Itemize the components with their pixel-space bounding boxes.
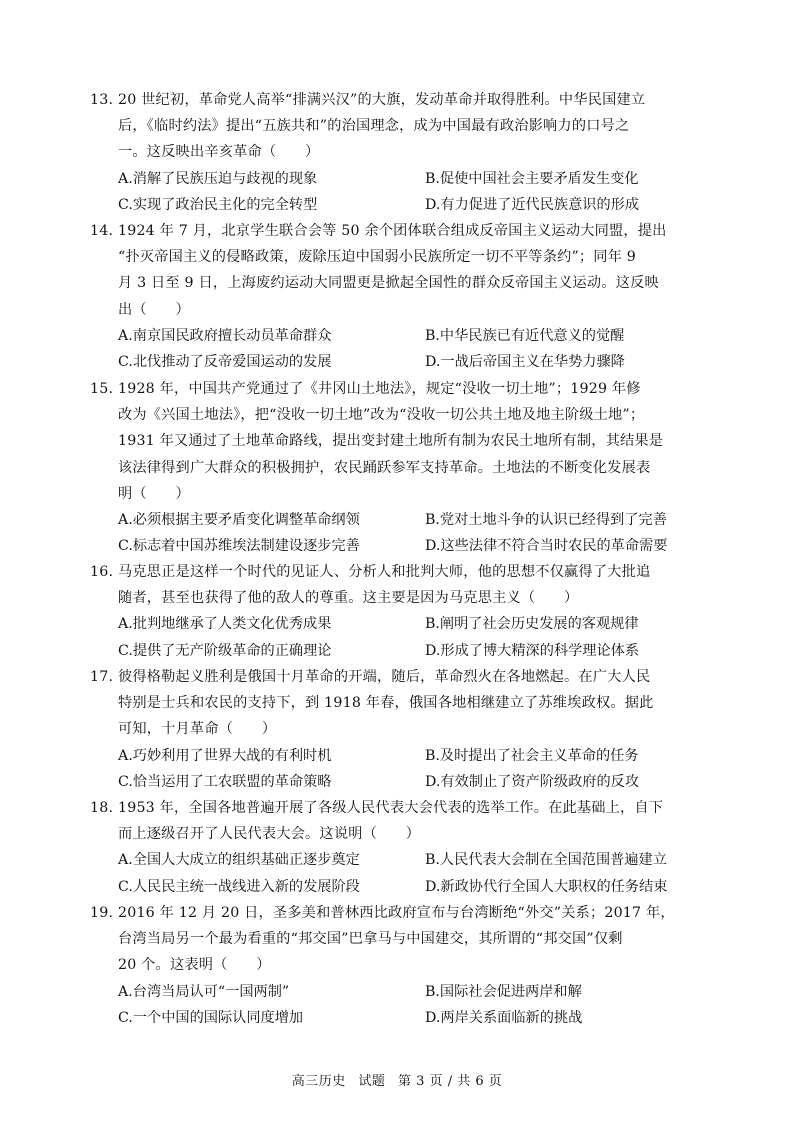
option-b: B.及时提出了社会主义革命的任务 <box>425 747 639 764</box>
option-c: C.提供了无产阶级革命的正确理论 <box>118 642 332 659</box>
option-d: D.有效制止了资产阶级政府的反攻 <box>425 773 640 790</box>
option-b: B.促使中国社会主要矛盾发生变化 <box>425 170 639 187</box>
option-c: C.人民民主统一战线进入新的发展阶段 <box>118 878 360 895</box>
question-stem-line: 1931 年又通过了土地革命路线，提出变封建土地所有制为农民土地所有制，其结果是 <box>118 433 664 450</box>
question-number: 14. <box>90 223 114 239</box>
question-stem-line: 后，《临时约法》提出“五族共和”的治国理念，成为中国最有政治影响力的口号之 <box>118 118 630 135</box>
question-18 <box>90 795 710 900</box>
question-stem-line: 15. 1928 年，中国共产党通过了《井冈山土地法》，规定“没收一切土地”；1929 年修 <box>90 376 710 402</box>
option-b: B.人民代表大会制在全国范围普遍建立 <box>425 852 667 869</box>
question-stem-line: 月 3 日至 9 日，上海废约运动大同盟更是掀起全国性的群众反帝国主义运动。这反映 <box>118 275 659 292</box>
question-stem-line: 明（ ） <box>118 485 190 502</box>
option-c: C.实现了政治民主化的完全转型 <box>118 196 318 213</box>
question-stem-line: 18. 1953 年，全国各地普遍开展了各级人民代表大会代表的选举工作。在此基础上，自下 <box>90 795 710 821</box>
question-number: 19. <box>90 905 114 921</box>
option-a: A.南京国民政府擅长动员革命群众 <box>118 327 332 344</box>
question-stem-line: 17. 彼得格勒起义胜利是俄国十月革命的开端，随后，革命烈火在各地燃起。在广大人民 <box>90 664 710 690</box>
question-stem-line: 而上逐级召开了人民代表大会。这说明（ ） <box>118 826 421 843</box>
question-stem-line: 该法律得到广大群众的积极拥护，农民踊跃参军支持革命。土地法的不断变化发展表 <box>118 459 651 476</box>
question-number: 18. <box>90 800 114 816</box>
option-b: B.阐明了社会历史发展的客观规律 <box>425 616 639 633</box>
option-a: A.消解了民族压迫与歧视的现象 <box>118 170 318 187</box>
option-a: A.巧妙利用了世界大战的有利时机 <box>118 747 332 764</box>
options <box>118 847 710 899</box>
question-19 <box>90 900 710 1031</box>
question-stem-line: 特别是士兵和农民的支持下，到 1918 年春，俄国各地相继建立了苏维埃政权。据此 <box>118 695 654 712</box>
question-number: 16. <box>90 564 114 580</box>
footer-page-number: 第 3 页 / 共 6 页 <box>398 1074 503 1089</box>
options <box>118 611 710 663</box>
question-13 <box>90 87 710 218</box>
question-17 <box>90 664 710 795</box>
option-a: A.必须根据主要矛盾变化调整革命纲领 <box>118 511 360 528</box>
option-d: D.形成了博大精深的科学理论体系 <box>425 642 640 659</box>
option-a: A.台湾当局认可“一国两制” <box>118 983 290 1000</box>
option-b: B.党对土地斗争的认识已经得到了完善 <box>425 511 667 528</box>
question-stem-line: 20 个。这表明（ ） <box>118 957 271 974</box>
question-stem-line: 可知，十月革命（ ） <box>118 721 277 738</box>
footer-exam: 试题 <box>358 1074 386 1089</box>
question-stem-line: 19. 2016 年 12 月 20 日，圣多美和普林西比政府宣布与台湾断绝“外交”关系；2017 年， <box>90 900 710 926</box>
question-number: 15. <box>90 381 114 397</box>
option-a: A.批判地继承了人类文化优秀成果 <box>118 616 332 633</box>
question-stem-line: 随者，甚至也获得了他的敌人的尊重。这主要是因为马克思主义（ ） <box>118 590 579 607</box>
question-stem-line: 16. 马克思正是这样一个时代的见证人、分析人和批判大师，他的思想不仅赢得了大批追 <box>90 559 710 585</box>
footer-subject: 高三历史 <box>291 1074 346 1089</box>
question-stem-line: 14. 1924 年 7 月，北京学生联合会等 50 余个团体联合组成反帝国主义运动大同盟，提出 <box>90 218 710 244</box>
options <box>118 166 710 218</box>
page-footer <box>0 1070 794 1089</box>
option-a: A.全国人大成立的组织基础正逐步奠定 <box>118 852 360 869</box>
option-b: B.国际社会促进两岸和解 <box>425 983 582 1000</box>
question-stem-line: 出（ ） <box>118 301 190 318</box>
option-c: C.标志着中国苏维埃法制建设逐步完善 <box>118 538 360 555</box>
option-d: D.这些法律不符合当时农民的革命需要 <box>425 538 668 555</box>
options <box>118 507 710 559</box>
option-c: C.一个中国的国际认同度增加 <box>118 1009 304 1026</box>
question-number: 17. <box>90 669 114 685</box>
option-b: B.中华民族已有近代意义的觉醒 <box>425 327 625 344</box>
option-c: C.恰当运用了工农联盟的革命策略 <box>118 773 332 790</box>
question-stem-line: “扑灭帝国主义的侵略政策，废除压迫中国弱小民族所定一切不平等条约”；同年 9 <box>118 249 637 266</box>
option-d: D.新政协代行全国人大职权的任务结束 <box>425 878 668 895</box>
question-16 <box>90 559 710 664</box>
options <box>118 323 710 375</box>
question-14 <box>90 218 710 375</box>
option-d: D.一战后帝国主义在华势力骤降 <box>425 353 625 370</box>
question-number: 13. <box>90 92 114 108</box>
question-stem-line: 台湾当局另一个最为看重的“邦交国”巴拿马与中国建交，其所谓的“邦交国”仅剩 <box>118 931 623 948</box>
options <box>118 743 710 795</box>
options <box>118 979 710 1031</box>
question-stem-line: 一。这反映出辛亥革命（ ） <box>118 144 320 161</box>
question-stem-line: 改为《兴国土地法》，把“没收一切土地”改为“没收一切公共土地及地主阶级土地”； <box>118 407 645 424</box>
question-15 <box>90 376 710 559</box>
question-stem-line: 13. 20 世纪初，革命党人高举“排满兴汉”的大旗，发动革命并取得胜利。中华民国建立 <box>90 87 710 113</box>
option-d: D.有力促进了近代民族意识的形成 <box>425 196 640 213</box>
option-d: D.两岸关系面临新的挑战 <box>425 1009 583 1026</box>
option-c: C.北伐推动了反帝爱国运动的发展 <box>118 353 332 370</box>
